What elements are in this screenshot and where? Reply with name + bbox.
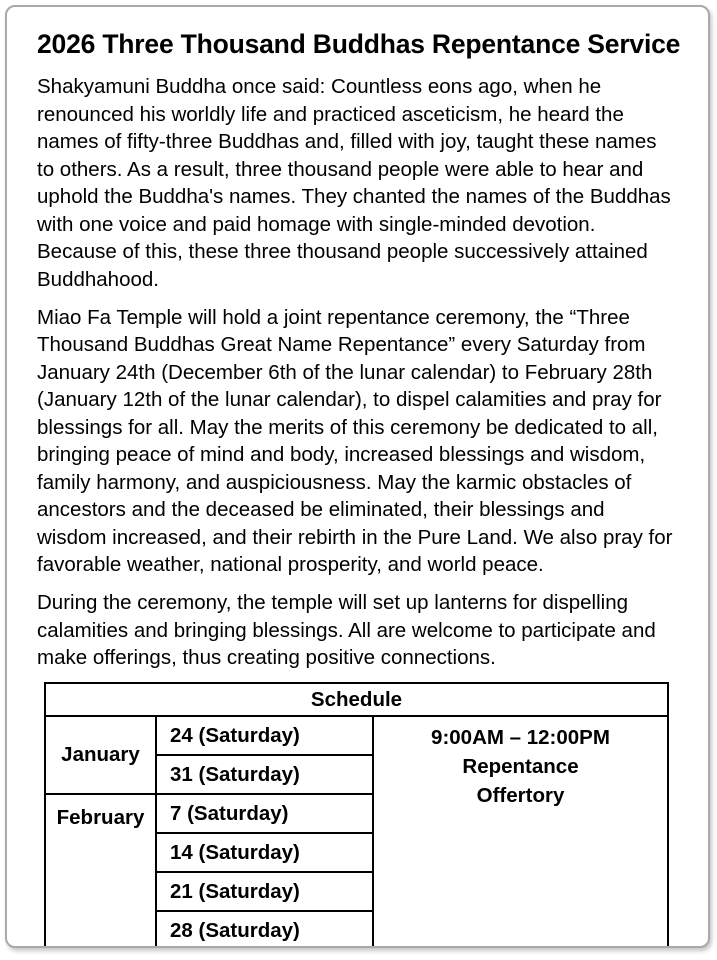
time-activity-cell [373, 716, 668, 948]
table-row [45, 716, 668, 755]
table-row-header [45, 683, 668, 716]
month-cell-february: February [45, 794, 156, 948]
activity-offertory: Offertory [476, 784, 565, 807]
date-cell-jan-24: 24 (Saturday) [156, 716, 373, 755]
date-cell-feb-21: 21 (Saturday) [156, 872, 373, 911]
date-cell-feb-7: 7 (Saturday) [156, 794, 373, 833]
time-range: 9:00AM – 12:00PM [431, 726, 610, 749]
paragraph-lanterns-invitation: During the ceremony, the temple will set up lanterns for dispelling calamities and bringing blessings. All are welcome to participate and make offerings, thus creating positive connections. [37, 591, 656, 669]
activity-repentance: Repentance [462, 755, 579, 778]
date-cell-feb-14: 14 (Saturday) [156, 833, 373, 872]
paragraph-ceremony-details: Miao Fa Temple will hold a joint repentance ceremony, the “Three Thousand Buddhas Great Name Repentance” every Saturday from January 24th (December 6th of the lunar calendar) to February 28th (January 12th of the lunar calendar), to dispel calamities and pray for blessings for all. May the merits of this ceremony be dedicated to all, bringing peace of mind and body, increased blessings and wisdom, family harmony, and auspiciousness. May the karmic obstacles of ancestors and the deceased be eliminated, their blessings and wisdom increased, and their rebirth in the Pure Land. We also pray for favorable weather, national prosperity, and world peace. [37, 305, 673, 576]
paragraph-origin-story: Shakyamuni Buddha once said: Countless eons ago, when he renounced his worldly life and practiced asceticism, he heard the names of fifty-three Buddhas and, filled with joy, taught these names to others. As a result, three thousand people were able to hear and uphold the Buddha's names. They chanted the names of the Buddhas with one voice and paid homage with single-minded devotion. Because of this, these three thousand people successively attained Buddhahood. [37, 75, 671, 291]
schedule-table [44, 682, 669, 948]
announcement-page [5, 5, 710, 948]
date-cell-feb-28: 28 (Saturday) [156, 911, 373, 948]
page-title: 2026 Three Thousand Buddhas Repentance Service [37, 29, 681, 59]
date-cell-jan-31: 31 (Saturday) [156, 755, 373, 794]
month-cell-january: January [45, 716, 156, 794]
schedule-table-title: Schedule [45, 683, 668, 716]
